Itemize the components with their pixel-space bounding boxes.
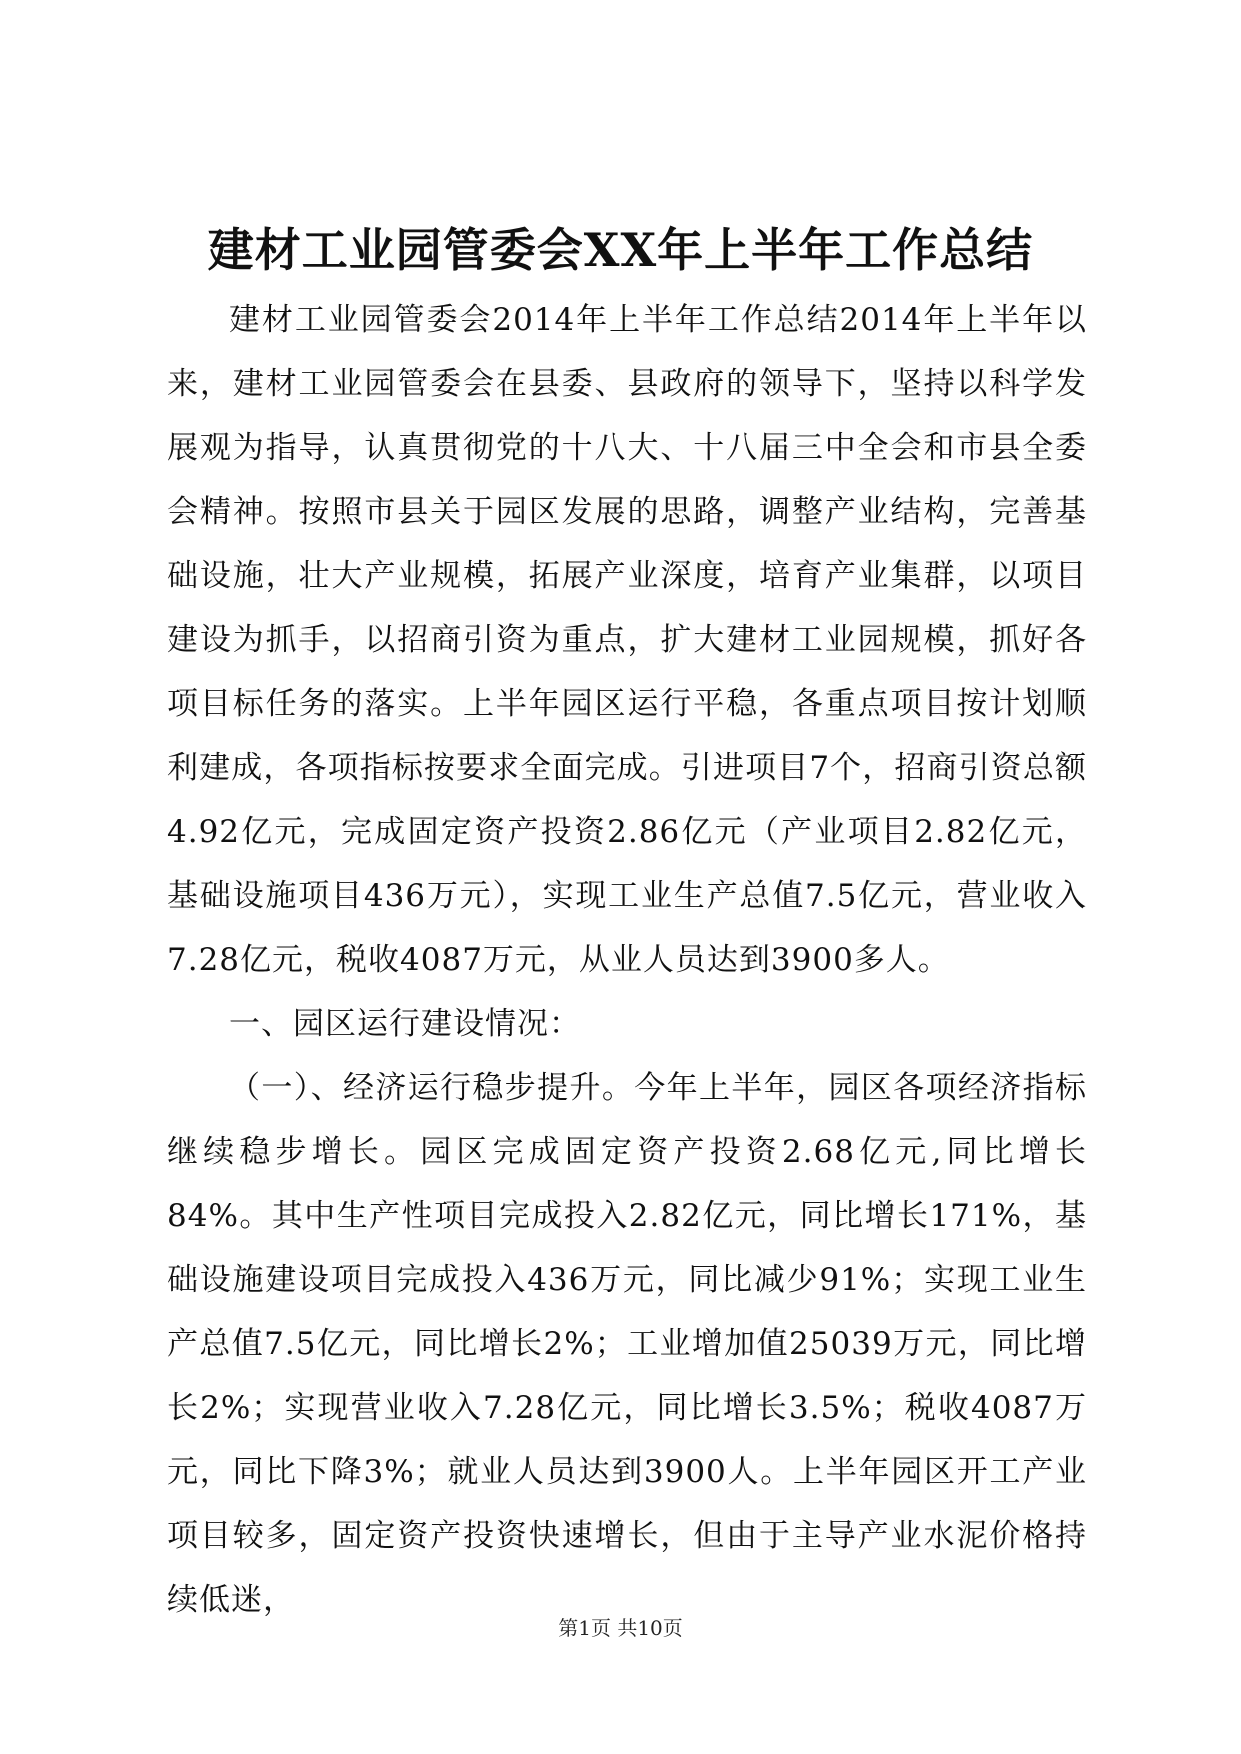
paragraph-economic-operation: （一）、经济运行稳步提升。今年上半年，园区各项经济指标继续稳步增长。园区完成固定资产投资2.68亿元,同比增长84%。其中生产性项目完成投入2.82亿元，同比增长171%，基础设施建设项目完成投入436万元，同比减少91%；实现工业生产总值7.5亿元，同比增长2%；工业增加值25039万元，同比增长2%；实现营业收入7.28亿元，同比增长3.5%；税收4087万元，同比下降3%；就业人员达到3900人。上半年园区开工产业项目较多，固定资产投资快速增长，但由于主导产业水泥价格持续低迷， [167, 1070, 1087, 1618]
paragraph-section-heading: 一、园区运行建设情况： [229, 1006, 581, 1042]
document-body [167, 288, 1087, 1632]
paragraph-intro: 建材工业园管委会2014年上半年工作总结2014年上半年以来，建材工业园管委会在县委、县政府的领导下，坚持以科学发展观为指导，认真贯彻党的十八大、十八届三中全会和市县全委会精神。按照市县关于园区发展的思路，调整产业结构，完善基础设施，壮大产业规模，拓展产业深度，培育产业集群，以项目建设为抓手，以招商引资为重点，扩大建材工业园规模，抓好各项目标任务的落实。上半年园区运行平稳，各重点项目按计划顺利建成，各项指标按要求全面完成。引进项目7个，招商引资总额4.92亿元，完成固定资产投资2.86亿元（产业项目2.82亿元，基础设施项目436万元），实现工业生产总值7.5亿元，营业收入7.28亿元，税收4087万元，从业人员达到3900多人。 [167, 302, 1087, 978]
document-title: 建材工业园管委会XX年上半年工作总结 [207, 223, 1034, 277]
page-number-footer: 第1页 共10页 [558, 1616, 683, 1640]
